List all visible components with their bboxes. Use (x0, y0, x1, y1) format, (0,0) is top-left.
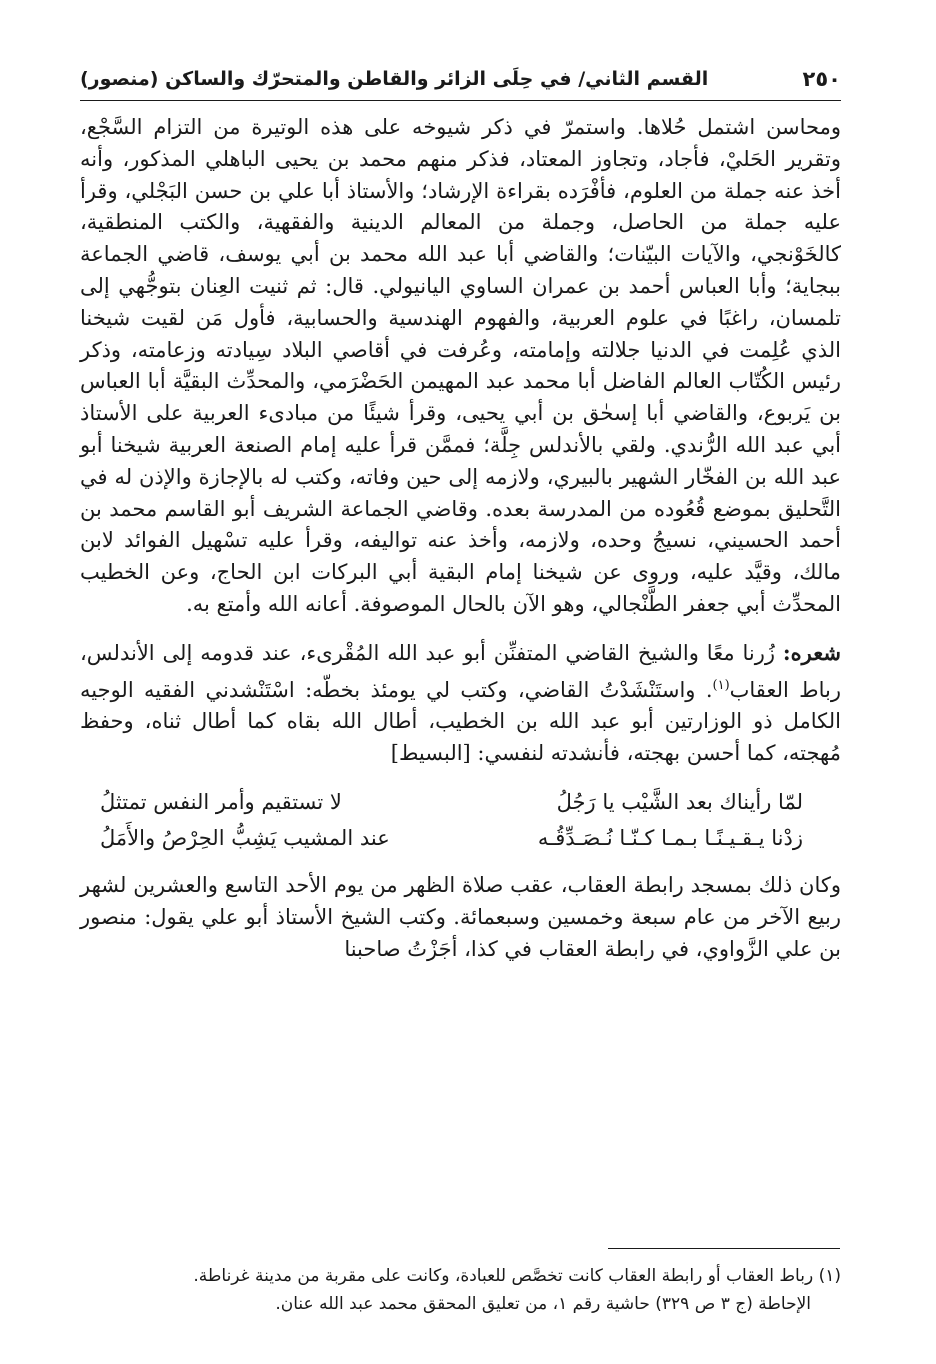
poem-hemistich-second: لا تستقيم وأمر النفس تمتثلُ (100, 789, 342, 814)
footnote-line: (١) رباط العقاب أو رابطة العقاب كانت تخصَّص للعبادة، وكانت على مقربة من مدينة غرناطة. (193, 1266, 841, 1286)
poem (80, 784, 841, 856)
footnote-divider (608, 1248, 840, 1249)
poem-hemistich-first: لمّا رأيناك بعد الشَّيْب يا رَجُلُ (556, 789, 803, 814)
paragraph-biography: ومحاسن اشتمل حُلاها. واستمرّ في ذكر شيوخه على هذه الوتيرة من التزام السَّجْع، وتقرير الحَليْ، فأجاد، وتجاوز المعتاد، فذكر منهم محمد بن يحيى الباهلي المذكور، وأنه أخذ عنه جملة من العلوم، فأفْرَده بقراءة الإرشاد؛ والأستاذ أبا علي بن حسن البَجْلي، وقرأ عليه جملة من الحاصل، وجملة من المعالم الدينية والفقهية، والكتب المنطقية، كالخَوْنجي، والآيات البيّنات؛ والقاضي أبا عبد الله محمد بن أبي يوسف، قاضي الجماعة ببجاية؛ وأبا العباس أحمد بن عمران الساوي اليانيولي. قال: ثم ثنيت العِنان بتوجُّهي إلى تلمسان، راغبًا في علوم العربية، والفهوم الهندسية والحسابية، فأول مَن لقيت شيخنا الذي عُلِمت في الدنيا جلالته وإمامته، وعُرفت في أقاصي البلاد سِيادته وزعامته، وذكر رئيس الكُتّاب العالم الفاضل أبا محمد عبد المهيمن الحَضْرَمي، والمحدِّث البقيَّة أبا العباس بن يَربوع، والقاضي أبا إسحٰق بن أبي يحيى، وقرأ شيئًا من مبادىء العربية على الأستاذ أبي عبد الله الرُّندي. ولقي بالأندلس جِلَّة؛ فممَّن قرأ عليه إمام الصنعة العربية شيخنا أبو عبد الله بن الفخّار الشهير بالبيري، ولازمه إلى حين وفاته، وكتب له بالإجازة والإذن له في التَّحليق بموضع قُعُوده من المدرسة بعده. وقاضي الجماعة الشريف أبو القاسم محمد بن أحمد الحسيني، نسيجُ وحده، ولازمه، وأخذ عنه تواليفه، وقرأ عليه تسْهيل الفوائد لابن مالك، وقيَّد عليه، وروى عن شيخنا إمام البقية أبي البركات ابن الحاج، وعن الخطيب المحدِّث أبي جعفر الطَّنْجالي، وهو الآن بالحال الموصوفة. أعانه الله وأمتع به. (80, 115, 841, 616)
footnotes (80, 1262, 841, 1318)
footnote-line-continued: الإحاطة (ج ٣ ص ٣٢٩) حاشية رقم ١، من تعليق المحقق محمد عبد الله عنان. (275, 1294, 811, 1314)
poetry-intro-text-continued: . واستَنْشَدْتُ القاضي، وكتب لي يومئذ بخطّه: اسْتَنْشدني الفقيه الوجيه الكامل ذو الوزارتين أبو عبد الله بن الخطيب، أطال الله بقاه كما أطال ثناه، وحفظ مُهجته، كما أحسن بهجته، فأنشدته لنفسي: [البسيط] (80, 677, 841, 766)
poem-verse (80, 784, 841, 820)
page-header (80, 58, 841, 101)
poem-hemistich-first: زدْنا يـقـيـنًـا بـمـا كـنّـا نُـصَـدِّقُـه (537, 825, 803, 850)
main-text (80, 112, 841, 965)
poetry-intro-text: زُرنا معًا والشيخ القاضي المتفنِّن أبو عبد الله المُقْرىء، عند قدومه إلى الأندلس، رباط العقاب (80, 640, 841, 702)
page-number: ٢٥٠ (802, 67, 841, 91)
paragraph-ijaza: وكان ذلك بمسجد رابطة العقاب، عقب صلاة الظهر من يوم الأحد التاسع والعشرين لشهر ربيع الآخر من عام سبعة وخمسين وسبعمائة. وكتب الشيخ الأستاذ أبو علي يقول: منصور بن علي الزَّواوي، في رابطة العقاب في كذا، أجَزْتُ صاحبنا (80, 872, 841, 961)
poem-hemistich-second: عند المشيب يَشِبُّ الحِرْصُ والأَمَلُ (100, 825, 390, 850)
footnote-reference[interactable]: (١) (712, 677, 730, 693)
poetry-heading: شعره: (782, 639, 841, 665)
poem-verse (80, 820, 841, 856)
paragraph-poetry-intro (80, 637, 841, 770)
running-title: القسم الثاني/ في حِلَى الزائر والقاطن والمتحرّك والساكن (منصور) (80, 68, 709, 90)
